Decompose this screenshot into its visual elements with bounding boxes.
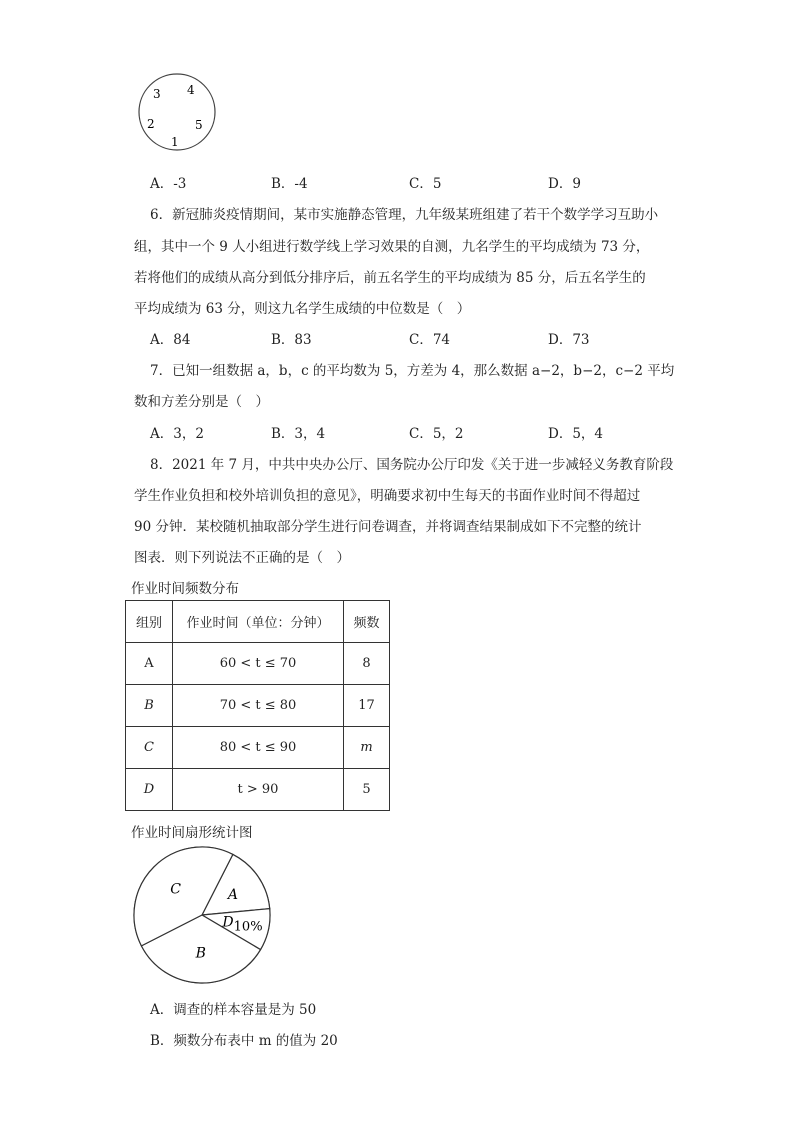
pie-chart-title: 作业时间扇形统计图	[131, 825, 253, 841]
cell-group: D	[126, 769, 173, 811]
q7-text-line-1: 7．已知一组数据 a，b，c 的平均数为 5，方差为 4，那么数据 a−2，b−2，c−2 平均	[150, 363, 675, 379]
table-header-row	[126, 601, 390, 643]
circle-number-1: 1	[171, 135, 179, 149]
table-row	[126, 769, 390, 811]
number-circle-figure	[130, 72, 230, 154]
pie-label-d: D10%	[222, 914, 263, 935]
q6-option-b[interactable]: B．83	[271, 332, 312, 348]
circle-number-2: 2	[147, 117, 155, 131]
q8-text-line-2: 学生作业负担和校外培训负担的意见》，明确要求初中生每天的书面作业时间不得超过	[134, 488, 641, 504]
frequency-table	[125, 600, 390, 811]
q6-text-line-1: 6．新冠肺炎疫情期间，某市实施静态管理，九年级某班组建了若干个数学学习互助小	[150, 207, 659, 223]
q6-text-line-2: 组，其中一个 9 人小组进行数学线上学习效果的自测，九名学生的平均成绩为 73 分，	[134, 239, 650, 255]
pie-chart	[130, 845, 280, 990]
header-group: 组别	[126, 601, 173, 643]
q5-option-b[interactable]: B．-4	[271, 176, 308, 192]
circle-number-4: 4	[187, 83, 195, 97]
pie-label-a: A	[227, 886, 238, 903]
table-row	[126, 685, 390, 727]
header-frequency: 频数	[344, 601, 390, 643]
pie-label-c: C	[170, 881, 181, 898]
q7-option-b[interactable]: B．3，4	[271, 426, 326, 442]
q8-text-line-3: 90 分钟．某校随机抽取部分学生进行问卷调查，并将调查结果制成如下不完整的统计	[134, 519, 642, 535]
q8-text-line-1: 8．2021 年 7 月，中共中央办公厅、国务院办公厅印发《关于进一步减轻义务教育阶段	[150, 457, 674, 473]
table-row	[126, 727, 390, 769]
cell-frequency: 5	[344, 769, 390, 811]
q6-option-d[interactable]: D．73	[548, 332, 590, 348]
q7-text-line-2: 数和方差分别是（ ）	[134, 394, 269, 410]
cell-frequency: 8	[344, 643, 390, 685]
table-title: 作业时间频数分布	[131, 581, 239, 597]
cell-group: A	[126, 643, 173, 685]
cell-group: B	[126, 685, 173, 727]
q5-option-a[interactable]: A．-3	[150, 176, 187, 192]
q7-option-c[interactable]: C．5，2	[409, 426, 464, 442]
cell-time: 70 < t ≤ 80	[173, 685, 344, 727]
header-time: 作业时间（单位：分钟）	[173, 601, 344, 643]
q5-option-c[interactable]: C．5	[409, 176, 442, 192]
q5-option-d[interactable]: D．9	[548, 176, 581, 192]
cell-time: t > 90	[173, 769, 344, 811]
cell-frequency: 17	[344, 685, 390, 727]
circle-number-5: 5	[195, 118, 203, 132]
q6-text-line-4: 平均成绩为 63 分，则这九名学生成绩的中位数是（ ）	[134, 301, 471, 317]
pie-label-b: B	[195, 945, 206, 962]
q7-option-a[interactable]: A．3，2	[150, 426, 204, 442]
q8-text-line-4: 图表．则下列说法不正确的是（ ）	[134, 550, 350, 566]
cell-time: 80 < t ≤ 90	[173, 727, 344, 769]
cell-time: 60 < t ≤ 70	[173, 643, 344, 685]
q6-option-c[interactable]: C．74	[409, 332, 451, 348]
cell-group: C	[126, 727, 173, 769]
q8-option-b[interactable]: B．频数分布表中 m 的值为 20	[150, 1033, 338, 1049]
q8-option-a[interactable]: A．调查的样本容量是为 50	[150, 1002, 317, 1018]
cell-frequency: m	[344, 727, 390, 769]
table-row	[126, 643, 390, 685]
q7-option-d[interactable]: D．5，4	[548, 426, 604, 442]
q6-text-line-3: 若将他们的成绩从高分到低分排序后，前五名学生的平均成绩为 85 分，后五名学生的	[134, 270, 646, 286]
circle-number-3: 3	[153, 87, 161, 101]
q6-option-a[interactable]: A．84	[150, 332, 191, 348]
